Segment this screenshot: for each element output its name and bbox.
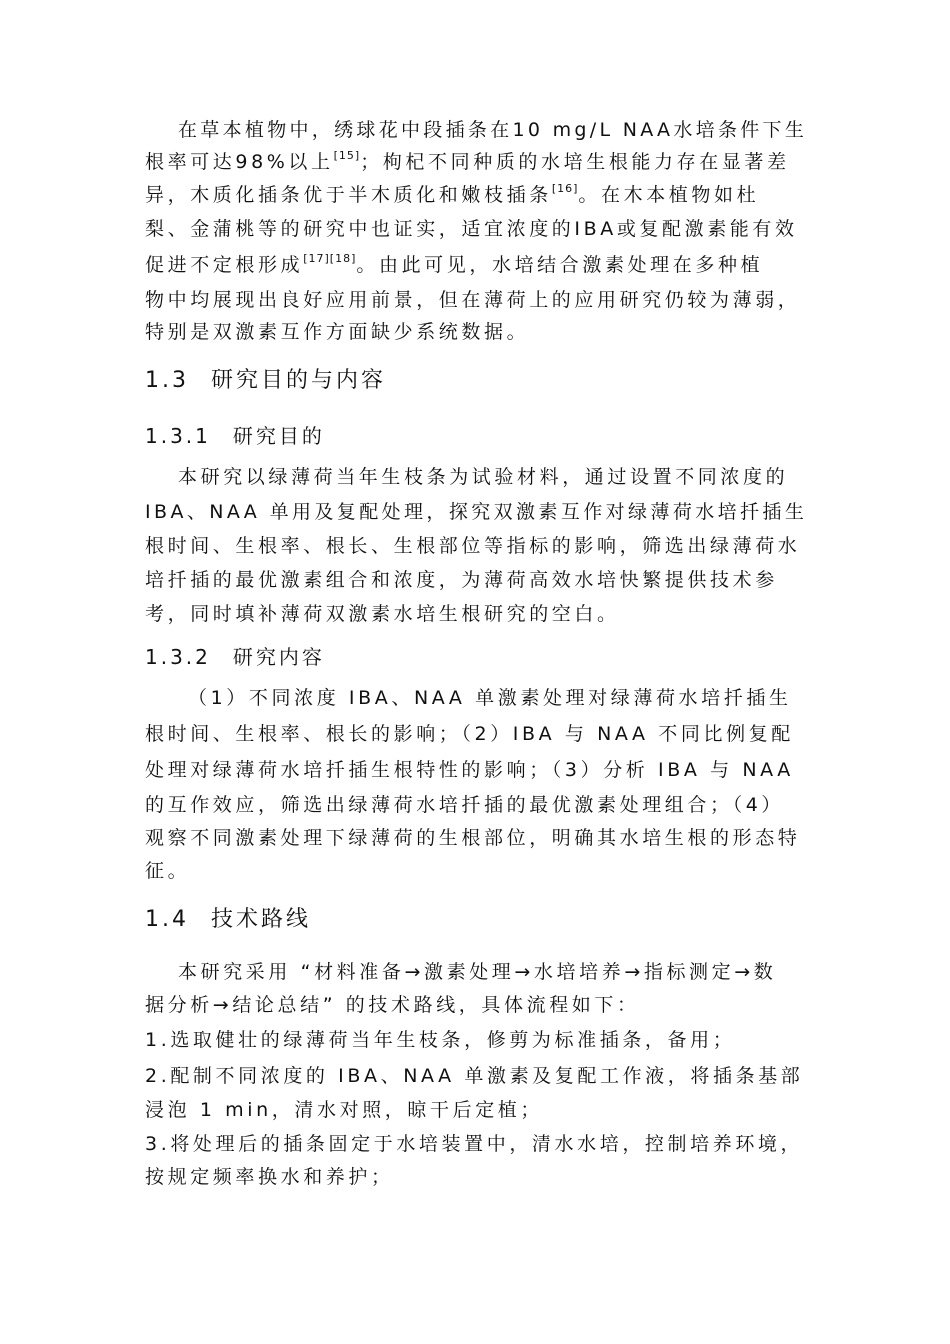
step-3-line2: 按规定频率换水和养护；: [145, 1166, 394, 1188]
para3-line5: 观察不同激素处理下绿薄荷的生根部位，明确其水培生根的形态特: [145, 827, 801, 849]
para2-line2: IBA、NAA 单用及复配处理，探究双激素互作对绿薄荷水培扦插生: [145, 501, 808, 523]
para3-line2: 根时间、生根率、根长的影响；（2）IBA 与 NAA 不同比例复配: [145, 723, 794, 745]
citation-15: [15]: [333, 149, 361, 162]
section-number: 1.3.2: [145, 645, 211, 669]
section-title: 技术路线: [211, 907, 312, 932]
step-2-line2: 浸泡 1 min，清水对照，晾干后定植；: [145, 1099, 543, 1121]
para1-line3: [145, 181, 759, 209]
para2-line5: 考，同时填补薄荷双激素水培生根研究的空白。: [145, 603, 620, 625]
para1-line2: [145, 148, 790, 176]
para1-line3-text-a: 异，木质化插条优于半木质化和嫩枝插条: [145, 184, 552, 206]
citation-16: [16]: [551, 182, 579, 195]
section-number: 1.3: [145, 368, 189, 393]
para2-line4: 培扦插的最优激素组合和浓度，为薄荷高效水培快繁提供技术参: [145, 569, 778, 591]
para1-line6: 物中均展现出良好应用前景，但在薄荷上的应用研究仍较为薄弱，: [145, 289, 801, 311]
section-heading-1-3-2: [145, 643, 325, 671]
para3-line1: （1）不同浓度 IBA、NAA 单激素处理对绿薄荷水培扦插生: [188, 687, 792, 709]
section-heading-1-4: [145, 905, 311, 935]
section-number: 1.3.1: [145, 424, 211, 448]
section-heading-1-3-1: [145, 422, 325, 450]
para4-line1: 本研究采用 “材料准备→激素处理→水培培养→指标测定→数: [178, 961, 777, 983]
section-title: 研究内容: [232, 645, 325, 669]
step-2-line1: 2.配制不同浓度的 IBA、NAA 单激素及复配工作液，将插条基部: [145, 1065, 804, 1087]
section-number: 1.4: [145, 907, 189, 932]
para1-line2-text-b: ；枸杞不同种质的水培生根能力存在显著差: [360, 151, 790, 173]
para3-line4: 的互作效应，筛选出绿薄荷水培扦插的最优激素处理组合；（4）: [145, 794, 784, 816]
para2-line1: 本研究以绿薄荷当年生枝条为试验材料，通过设置不同浓度的: [178, 466, 789, 488]
para1-line1: 在草本植物中，绣球花中段插条在10 mg/L NAA水培条件下生: [178, 119, 808, 141]
para1-line3-text-b: 。在木本植物如杜: [578, 184, 760, 206]
section-heading-1-3: [145, 366, 386, 396]
para1-line4: 梨、金蒲桃等的研究中也证实，适宜浓度的IBA或复配激素能有效: [145, 218, 798, 240]
para1-line5-text-b: 。由此可见，水培结合激素处理在多种植: [356, 254, 764, 276]
para1-line5: [145, 251, 763, 279]
section-title: 研究目的与内容: [211, 368, 387, 393]
para1-line2-text-a: 根率可达98%以上: [145, 151, 334, 173]
citation-17-18: [17][18]: [303, 252, 357, 265]
para1-line5-text-a: 促进不定根形成: [145, 254, 304, 276]
para1-line7: 特别是双激素互作方面缺少系统数据。: [145, 321, 530, 343]
para3-line6: 征。: [145, 860, 191, 882]
para4-line2: 据分析→结论总结” 的技术路线，具体流程如下：: [145, 994, 640, 1016]
section-title: 研究目的: [232, 424, 325, 448]
step-1: 1.选取健壮的绿薄荷当年生枝条，修剪为标准插条，备用；: [145, 1029, 736, 1051]
para2-line3: 根时间、生根率、根长、生根部位等指标的影响，筛选出绿薄荷水: [145, 535, 801, 557]
step-3-line1: 3.将处理后的插条固定于水培装置中，清水水培，控制培养环境，: [145, 1133, 804, 1155]
para3-line3: 处理对绿薄荷水培扦插生根特性的影响；（3）分析 IBA 与 NAA: [145, 759, 794, 781]
